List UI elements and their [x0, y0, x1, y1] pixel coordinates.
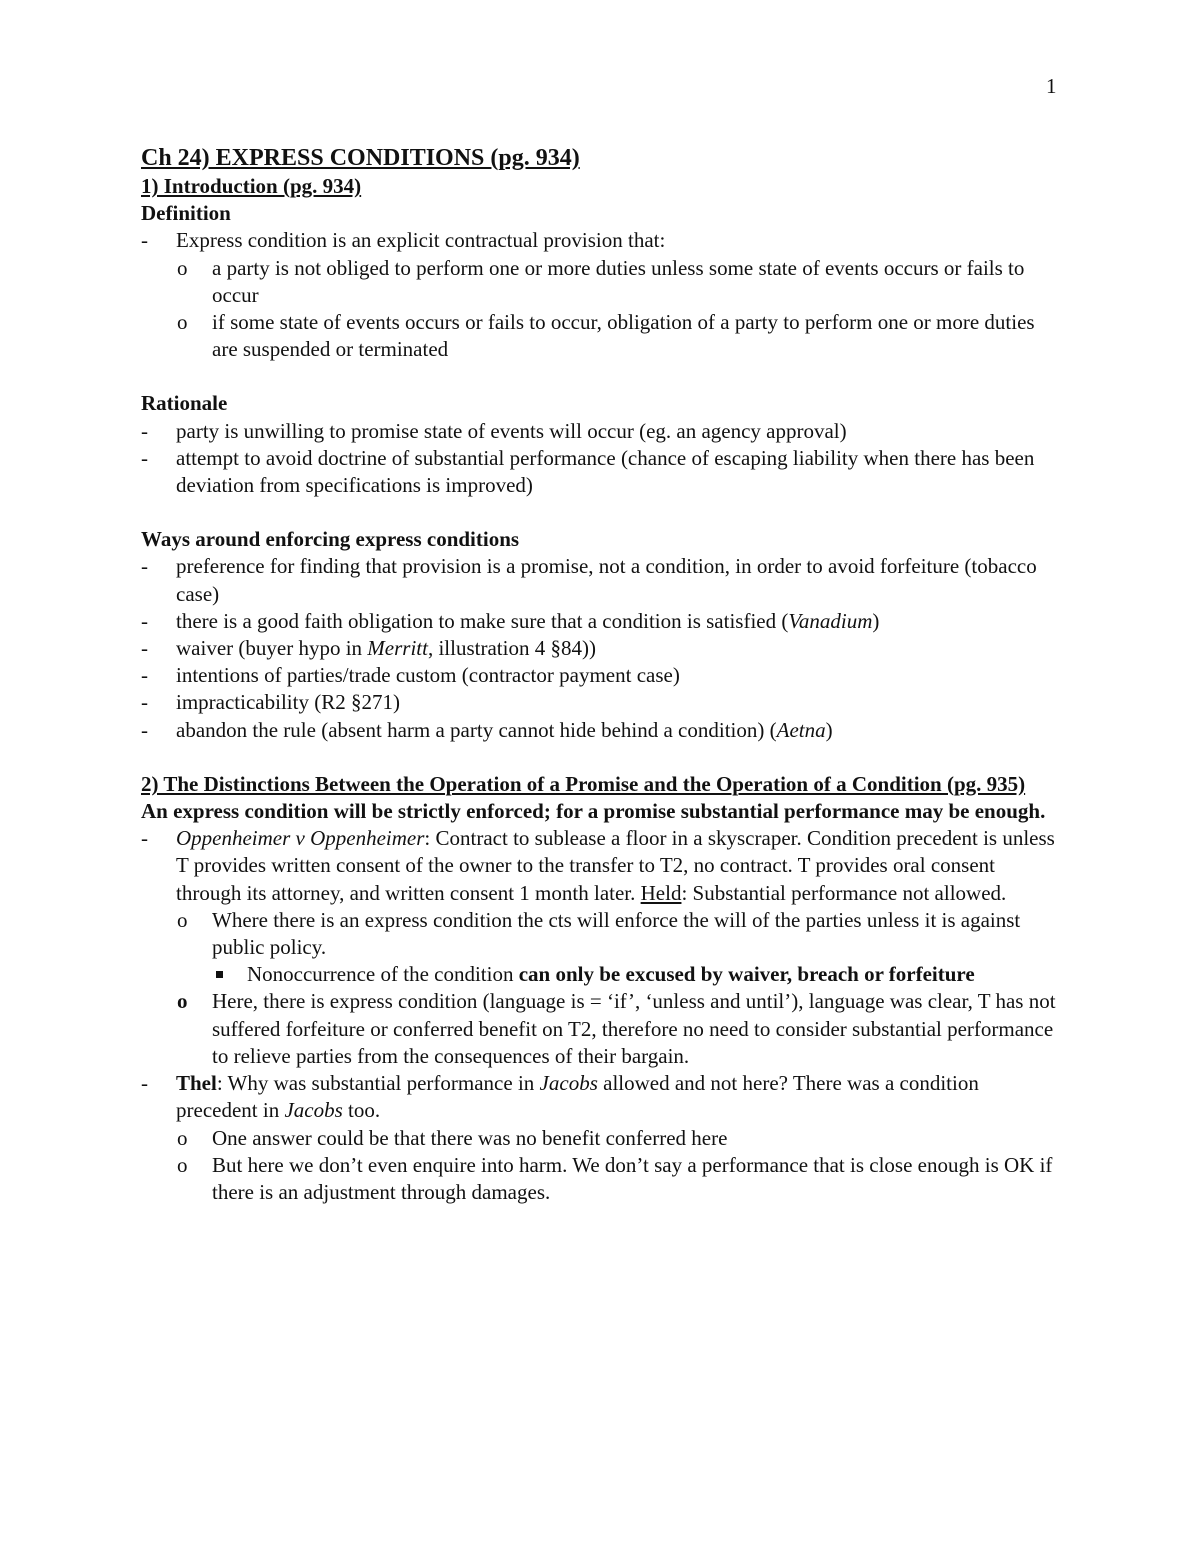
- ways-item-5: - impracticability (R2 §271): [141, 690, 400, 715]
- case-name: Jacobs: [539, 1071, 598, 1096]
- definition-sub-1: o a party is not obliged to perform one or more duties unless some state of events occurs or fails to occur: [177, 255, 1025, 307]
- document-body: [141, 143, 1061, 1206]
- page-number: 1: [1046, 74, 1057, 98]
- thel-sub-2: o But here we don’t even enquire into harm. We don’t say a performance that is close enough is OK if there is an adjustment through damages.: [177, 1152, 1053, 1204]
- held-label: Held: [640, 880, 682, 905]
- ways-item-4: - intentions of parties/trade custom (contractor payment case): [141, 663, 680, 688]
- case-name: Jacobs: [284, 1098, 343, 1123]
- oppenheimer-item: - Oppenheimer v Oppenheimer: Contract to sublease a floor in a skyscraper. Condition precedent is unless T provides written consent of the owner to the transfer to T2, no contract. T provides oral consent through its attorney, and written consent 1 month later. Held: Substantial performance not allowed.: [141, 826, 1055, 905]
- oppenheimer-sub-1: o Where there is an express condition the cts will enforce the will of the parties unless it is against public policy.: [177, 907, 1021, 960]
- case-name: Aetna: [776, 717, 826, 742]
- definition-item: - Express condition is an explicit contractual provision that:: [141, 228, 666, 253]
- section-2-heading: 2) The Distinctions Between the Operation of a Promise and the Operation of a Condition (pg. 935): [141, 771, 1026, 796]
- ways-item-2: - there is a good faith obligation to make sure that a condition is satisfied (Vanadium): [141, 608, 880, 633]
- section-2-lead: An express condition will be strictly enforced; for a promise substantial performance may be enough.: [141, 799, 1046, 824]
- definition-sub-2: o if some state of events occurs or fails to occur, obligation of a party to perform one or more duties are suspended or terminated: [177, 310, 1035, 362]
- ways-item-6: - abandon the rule (absent harm a party cannot hide behind a condition) (Aetna): [141, 717, 833, 742]
- section-1-heading: 1) Introduction (pg. 934): [141, 174, 362, 198]
- case-name: Oppenheimer v Oppenheimer: [176, 826, 425, 851]
- case-name: Merritt: [367, 636, 428, 661]
- ways-item-1: - preference for finding that provision is a promise, not a condition, in order to avoid forfeiture (tobacco case): [141, 554, 1037, 606]
- definition-heading: Definition: [141, 201, 231, 226]
- ways-heading: Ways around enforcing express conditions: [141, 527, 520, 552]
- square-bullet-icon: [216, 971, 223, 978]
- case-name: Vanadium: [788, 608, 873, 633]
- ways-item-3: - waiver (buyer hypo in Merritt, illustration 4 §84)): [141, 636, 596, 661]
- oppenheimer-subsub: Nonoccurrence of the condition can only be excused by waiver, breach or forfeiture: [141, 961, 1061, 988]
- rationale-item-2: - attempt to avoid doctrine of substantial performance (chance of escaping liability when there has been deviation from specifications is improved): [141, 445, 1035, 498]
- chapter-title: Ch 24) EXPRESS CONDITIONS (pg. 934): [141, 145, 580, 171]
- rationale-heading: Rationale: [141, 391, 228, 416]
- rationale-item-1: - party is unwilling to promise state of events will occur (eg. an agency approval): [141, 418, 847, 443]
- thel-sub-1: o One answer could be that there was no benefit conferred here: [177, 1125, 728, 1150]
- thel-item: - Thel: Why was substantial performance in Jacobs allowed and not here? There was a condition precedent in Jacobs too.: [141, 1071, 979, 1123]
- oppenheimer-sub-2: o Here, there is express condition (language is = ‘if’, ‘unless and until’), language was clear, T has not suffered forfeiture or conferred benefit on T2, therefore no need to consider substantial performance to relieve parties from the consequences of their bargain.: [177, 989, 1056, 1068]
